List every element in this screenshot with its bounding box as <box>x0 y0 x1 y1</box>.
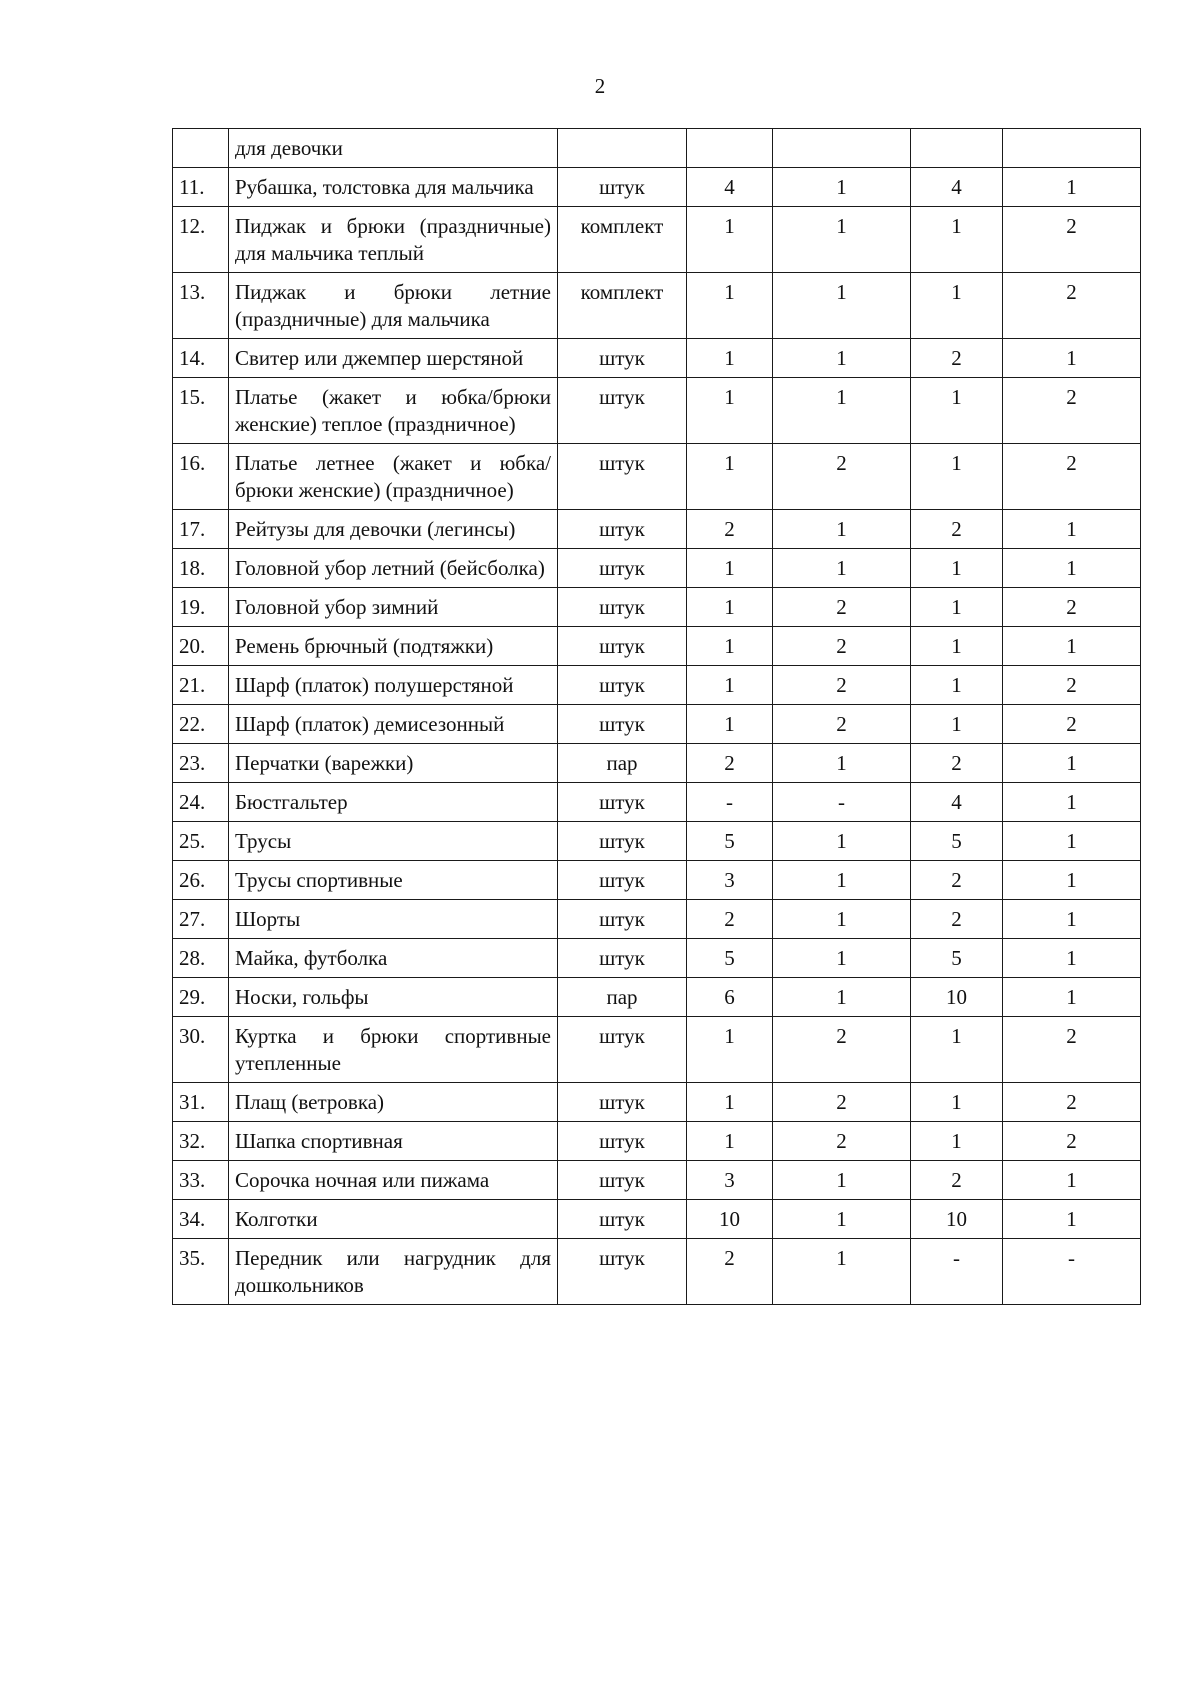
value-col-3: 1 <box>911 378 1003 444</box>
table-row <box>173 744 1141 783</box>
value-col-1 <box>687 129 773 168</box>
table-row <box>173 1200 1141 1239</box>
unit-of-measure: штук <box>558 549 687 588</box>
unit-of-measure: комплект <box>558 273 687 339</box>
value-col-4: 2 <box>1003 705 1141 744</box>
unit-of-measure: штук <box>558 1161 687 1200</box>
unit-of-measure: штук <box>558 861 687 900</box>
table-row <box>173 1122 1141 1161</box>
value-col-1: 1 <box>687 1122 773 1161</box>
table-row <box>173 273 1141 339</box>
unit-of-measure: штук <box>558 627 687 666</box>
row-number: 24. <box>173 783 229 822</box>
item-name: Пиджак и брюки летние (праздничные) для мальчика <box>229 273 558 339</box>
value-col-4: 1 <box>1003 627 1141 666</box>
value-col-2: 2 <box>773 1122 911 1161</box>
value-col-1: 1 <box>687 627 773 666</box>
table-row <box>173 378 1141 444</box>
value-col-4: 1 <box>1003 783 1141 822</box>
row-number: 30. <box>173 1017 229 1083</box>
item-name: Трусы <box>229 822 558 861</box>
value-col-1: 2 <box>687 510 773 549</box>
value-col-3: 1 <box>911 207 1003 273</box>
value-col-1: 10 <box>687 1200 773 1239</box>
table-row <box>173 168 1141 207</box>
table-row <box>173 1161 1141 1200</box>
value-col-3: 2 <box>911 861 1003 900</box>
row-number: 15. <box>173 378 229 444</box>
value-col-2: 1 <box>773 339 911 378</box>
value-col-4: 1 <box>1003 1200 1141 1239</box>
unit-of-measure: штук <box>558 1083 687 1122</box>
unit-of-measure: штук <box>558 444 687 510</box>
value-col-4: - <box>1003 1239 1141 1305</box>
value-col-3: 1 <box>911 705 1003 744</box>
value-col-2: 1 <box>773 549 911 588</box>
item-name: Свитер или джемпер шерстяной <box>229 339 558 378</box>
value-col-4: 2 <box>1003 588 1141 627</box>
value-col-2: 2 <box>773 705 911 744</box>
value-col-3 <box>911 129 1003 168</box>
table-row <box>173 705 1141 744</box>
value-col-3: 2 <box>911 900 1003 939</box>
row-number: 35. <box>173 1239 229 1305</box>
value-col-1: 1 <box>687 588 773 627</box>
value-col-1: 2 <box>687 1239 773 1305</box>
table-row <box>173 549 1141 588</box>
value-col-2: 2 <box>773 444 911 510</box>
row-number: 21. <box>173 666 229 705</box>
value-col-2: 1 <box>773 861 911 900</box>
value-col-1: 1 <box>687 207 773 273</box>
unit-of-measure: штук <box>558 666 687 705</box>
unit-of-measure: штук <box>558 900 687 939</box>
item-name: Колготки <box>229 1200 558 1239</box>
value-col-4: 1 <box>1003 510 1141 549</box>
unit-of-measure: штук <box>558 1239 687 1305</box>
unit-of-measure: штук <box>558 783 687 822</box>
value-col-2: 1 <box>773 822 911 861</box>
value-col-1: 4 <box>687 168 773 207</box>
unit-of-measure: штук <box>558 822 687 861</box>
value-col-4: 1 <box>1003 978 1141 1017</box>
value-col-4: 2 <box>1003 378 1141 444</box>
value-col-2: 1 <box>773 207 911 273</box>
value-col-1: 1 <box>687 444 773 510</box>
value-col-2: 2 <box>773 666 911 705</box>
item-name: для девочки <box>229 129 558 168</box>
value-col-4: 1 <box>1003 339 1141 378</box>
row-number: 26. <box>173 861 229 900</box>
value-col-3: 10 <box>911 1200 1003 1239</box>
value-col-1: 5 <box>687 822 773 861</box>
value-col-3: 2 <box>911 339 1003 378</box>
value-col-4: 1 <box>1003 744 1141 783</box>
item-name: Пиджак и брюки (праздничные) для мальчика теплый <box>229 207 558 273</box>
table-row <box>173 822 1141 861</box>
value-col-3: 1 <box>911 1083 1003 1122</box>
item-name: Шорты <box>229 900 558 939</box>
value-col-4: 1 <box>1003 168 1141 207</box>
value-col-3: 1 <box>911 273 1003 339</box>
value-col-4 <box>1003 129 1141 168</box>
value-col-1: 1 <box>687 666 773 705</box>
value-col-4: 1 <box>1003 939 1141 978</box>
row-number: 14. <box>173 339 229 378</box>
unit-of-measure: штук <box>558 705 687 744</box>
unit-of-measure: пар <box>558 978 687 1017</box>
value-col-4: 2 <box>1003 1122 1141 1161</box>
row-number: 18. <box>173 549 229 588</box>
unit-of-measure: штук <box>558 588 687 627</box>
value-col-2: 2 <box>773 627 911 666</box>
value-col-1: 5 <box>687 939 773 978</box>
value-col-1: - <box>687 783 773 822</box>
row-number: 12. <box>173 207 229 273</box>
value-col-2: 1 <box>773 1239 911 1305</box>
item-name: Шапка спортивная <box>229 1122 558 1161</box>
table-row <box>173 339 1141 378</box>
unit-of-measure: штук <box>558 1017 687 1083</box>
value-col-4: 2 <box>1003 1083 1141 1122</box>
item-name: Трусы спортивные <box>229 861 558 900</box>
value-col-4: 1 <box>1003 549 1141 588</box>
value-col-2: 1 <box>773 273 911 339</box>
item-name: Рубашка, толстовка для мальчика <box>229 168 558 207</box>
table-row <box>173 666 1141 705</box>
row-number: 22. <box>173 705 229 744</box>
value-col-4: 1 <box>1003 861 1141 900</box>
row-number: 23. <box>173 744 229 783</box>
table-row <box>173 510 1141 549</box>
unit-of-measure: штук <box>558 510 687 549</box>
item-name: Рейтузы для девочки (легинсы) <box>229 510 558 549</box>
value-col-2: 1 <box>773 510 911 549</box>
unit-of-measure: пар <box>558 744 687 783</box>
value-col-1: 6 <box>687 978 773 1017</box>
value-col-3: 10 <box>911 978 1003 1017</box>
item-name: Головной убор зимний <box>229 588 558 627</box>
table-row <box>173 129 1141 168</box>
table-row <box>173 939 1141 978</box>
table-row <box>173 444 1141 510</box>
unit-of-measure: штук <box>558 378 687 444</box>
value-col-1: 1 <box>687 1083 773 1122</box>
table-row <box>173 900 1141 939</box>
item-name: Плащ (ветровка) <box>229 1083 558 1122</box>
value-col-2: 1 <box>773 744 911 783</box>
unit-of-measure <box>558 129 687 168</box>
item-name: Сорочка ночная или пижама <box>229 1161 558 1200</box>
value-col-2 <box>773 129 911 168</box>
value-col-1: 3 <box>687 1161 773 1200</box>
value-col-2: 1 <box>773 1200 911 1239</box>
value-col-1: 1 <box>687 339 773 378</box>
value-col-4: 2 <box>1003 444 1141 510</box>
table-row <box>173 1017 1141 1083</box>
value-col-1: 1 <box>687 549 773 588</box>
table-row <box>173 207 1141 273</box>
value-col-2: 1 <box>773 168 911 207</box>
row-number: 25. <box>173 822 229 861</box>
row-number: 31. <box>173 1083 229 1122</box>
item-name: Головной убор летний (бейсболка) <box>229 549 558 588</box>
value-col-1: 3 <box>687 861 773 900</box>
row-number: 17. <box>173 510 229 549</box>
unit-of-measure: комплект <box>558 207 687 273</box>
value-col-2: 1 <box>773 978 911 1017</box>
value-col-4: 1 <box>1003 1161 1141 1200</box>
value-col-4: 1 <box>1003 822 1141 861</box>
row-number: 27. <box>173 900 229 939</box>
value-col-2: 2 <box>773 588 911 627</box>
value-col-3: 1 <box>911 666 1003 705</box>
value-col-4: 2 <box>1003 273 1141 339</box>
value-col-1: 2 <box>687 900 773 939</box>
value-col-4: 2 <box>1003 666 1141 705</box>
value-col-3: 2 <box>911 1161 1003 1200</box>
value-col-1: 1 <box>687 1017 773 1083</box>
row-number: 20. <box>173 627 229 666</box>
value-col-2: 1 <box>773 900 911 939</box>
table-row <box>173 588 1141 627</box>
value-col-3: 1 <box>911 627 1003 666</box>
item-name: Шарф (платок) демисезонный <box>229 705 558 744</box>
value-col-2: 1 <box>773 1161 911 1200</box>
value-col-1: 2 <box>687 744 773 783</box>
value-col-3: 2 <box>911 744 1003 783</box>
page-number: 2 <box>594 74 606 98</box>
unit-of-measure: штук <box>558 1200 687 1239</box>
item-name: Куртка и брюки спортивные утепленные <box>229 1017 558 1083</box>
value-col-1: 1 <box>687 273 773 339</box>
row-number: 11. <box>173 168 229 207</box>
row-number: 32. <box>173 1122 229 1161</box>
row-number: 33. <box>173 1161 229 1200</box>
value-col-2: 2 <box>773 1083 911 1122</box>
value-col-4: 2 <box>1003 207 1141 273</box>
value-col-3: 5 <box>911 939 1003 978</box>
item-name: Шарф (платок) полушерстяной <box>229 666 558 705</box>
item-name: Ремень брючный (подтяжки) <box>229 627 558 666</box>
table-row <box>173 783 1141 822</box>
value-col-3: 4 <box>911 783 1003 822</box>
row-number <box>173 129 229 168</box>
items-table <box>172 128 1141 1305</box>
value-col-3: 1 <box>911 444 1003 510</box>
value-col-3: 5 <box>911 822 1003 861</box>
value-col-3: 1 <box>911 588 1003 627</box>
value-col-2: 1 <box>773 939 911 978</box>
value-col-1: 1 <box>687 705 773 744</box>
item-name: Платье (жакет и юбка/брюки женские) теплое (праздничное) <box>229 378 558 444</box>
value-col-2: 1 <box>773 378 911 444</box>
value-col-4: 1 <box>1003 900 1141 939</box>
unit-of-measure: штук <box>558 339 687 378</box>
row-number: 28. <box>173 939 229 978</box>
item-name: Передник или нагрудник для дошкольников <box>229 1239 558 1305</box>
unit-of-measure: штук <box>558 168 687 207</box>
row-number: 19. <box>173 588 229 627</box>
row-number: 13. <box>173 273 229 339</box>
value-col-3: - <box>911 1239 1003 1305</box>
unit-of-measure: штук <box>558 1122 687 1161</box>
value-col-2: 2 <box>773 1017 911 1083</box>
table-row <box>173 1239 1141 1305</box>
value-col-2: - <box>773 783 911 822</box>
value-col-3: 4 <box>911 168 1003 207</box>
row-number: 16. <box>173 444 229 510</box>
row-number: 29. <box>173 978 229 1017</box>
item-name: Майка, футболка <box>229 939 558 978</box>
unit-of-measure: штук <box>558 939 687 978</box>
value-col-4: 2 <box>1003 1017 1141 1083</box>
item-name: Платье летнее (жакет и юбка/брюки женские) (праздничное) <box>229 444 558 510</box>
item-name: Бюстгальтер <box>229 783 558 822</box>
item-name: Перчатки (варежки) <box>229 744 558 783</box>
item-name: Носки, гольфы <box>229 978 558 1017</box>
value-col-3: 1 <box>911 1122 1003 1161</box>
table-row <box>173 1083 1141 1122</box>
row-number: 34. <box>173 1200 229 1239</box>
value-col-3: 1 <box>911 549 1003 588</box>
table-row <box>173 627 1141 666</box>
value-col-1: 1 <box>687 378 773 444</box>
value-col-3: 2 <box>911 510 1003 549</box>
table-row <box>173 861 1141 900</box>
items-table-body <box>173 129 1141 1305</box>
table-row <box>173 978 1141 1017</box>
value-col-3: 1 <box>911 1017 1003 1083</box>
